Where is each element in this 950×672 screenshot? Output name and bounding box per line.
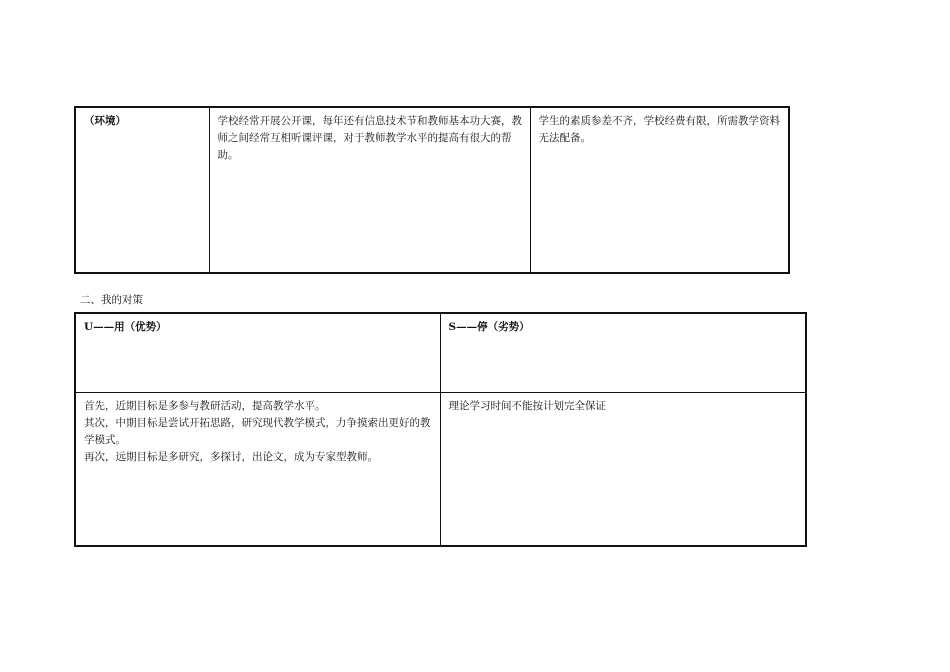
environment-opportunity-text: 学校经常开展公开课，每年还有信息技术节和教师基本功大赛，教师之间经常互相听课评课，对于教师教学水平的提高有很大的帮助。 [217, 115, 522, 161]
environment-label: （环境） [84, 115, 126, 127]
strategy-plan-line-3: 再次，远期目标是多研究，多探讨，出论文，成为专家型教师。 [84, 451, 378, 463]
strategy-weakness-text: 理论学习时间不能按计划完全保证 [448, 400, 606, 412]
environment-threat-cell [530, 107, 789, 273]
strategy-header-left-cell [75, 313, 440, 393]
strategy-plan-line-2: 其次，中期目标是尝试开拓思路，研究现代教学模式，力争摸索出更好的教学模式。 [84, 417, 431, 446]
environment-opportunity-cell [209, 107, 530, 273]
strategy-header-right-cell [440, 313, 806, 393]
environment-threat-text: 学生的素质参差不齐，学校经费有限，所需教学资料无法配备。 [538, 115, 780, 144]
strategy-plan-cell [75, 393, 440, 547]
environment-label-cell [75, 107, 209, 273]
strategy-header-right: S——停（劣势） [448, 321, 530, 333]
environment-table [74, 106, 790, 274]
strategy-header-left: U——用（优势） [84, 321, 167, 333]
section-title: 二、我的对策 [80, 294, 143, 306]
strategy-table [74, 312, 807, 547]
strategy-plan-line-1: 首先，近期目标是多参与教研活动，提高教学水平。 [84, 400, 326, 412]
strategy-weakness-cell [440, 393, 806, 547]
